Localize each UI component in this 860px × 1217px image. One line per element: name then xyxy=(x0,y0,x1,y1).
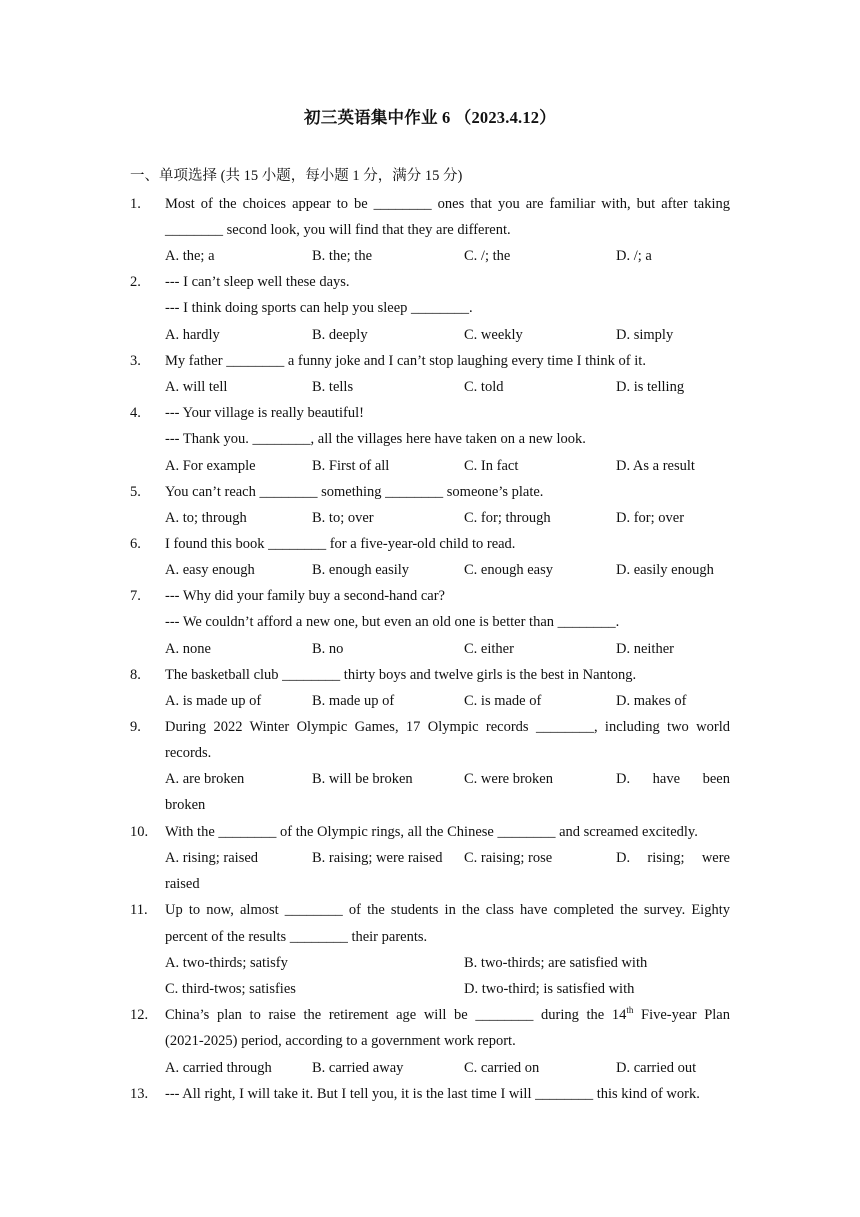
question-number: 11. xyxy=(130,902,148,918)
option-b: B. no xyxy=(312,641,344,657)
option-c: C. either xyxy=(464,641,514,657)
option-c: C. enough easy xyxy=(464,562,553,578)
question-text-line xyxy=(0,927,860,953)
question-text: --- I can’t sleep well these days. xyxy=(165,274,350,290)
question-text: percent of the results ________ their parents. xyxy=(165,929,428,945)
section-heading: 一、单项选择 (共 15 小题，每小题 1 分，满分 15 分) xyxy=(130,168,463,184)
question-number: 3. xyxy=(130,353,141,369)
question-text-line xyxy=(0,429,860,455)
options-row xyxy=(0,377,860,403)
question-number: 6. xyxy=(130,536,141,552)
option-b: B. two-thirds; are satisfied with xyxy=(464,955,648,971)
question-text: Most of the choices appear to be ________ ones that you are familiar with, but after taking xyxy=(165,196,730,212)
question-text-line xyxy=(0,743,860,769)
question-text-part: Five-year Plan xyxy=(633,1007,730,1023)
option-c: C. third-twos; satisfies xyxy=(165,981,296,997)
option-d: D. for; over xyxy=(616,510,685,526)
options-row xyxy=(0,456,860,482)
option-a: A. are broken xyxy=(165,771,245,787)
page-title: 初三英语集中作业 6 （2023.4.12） xyxy=(304,108,556,127)
option-a: A. rising; raised xyxy=(165,850,259,866)
option-b: B. to; over xyxy=(312,510,374,526)
option-c: C. weekly xyxy=(464,327,523,343)
question-3 xyxy=(0,351,860,377)
question-2 xyxy=(0,272,860,298)
question-12 xyxy=(0,1005,860,1031)
option-c: C. were broken xyxy=(464,771,553,787)
option-d: D. two-third; is satisfied with xyxy=(464,981,635,997)
question-4 xyxy=(0,403,860,429)
question-5 xyxy=(0,482,860,508)
option-c: C. for; through xyxy=(464,510,551,526)
question-text-line xyxy=(0,298,860,324)
question-text: Up to now, almost ________ of the students in the class have completed the survey. Eighty xyxy=(165,902,730,918)
option-a: A. hardly xyxy=(165,327,220,343)
question-10 xyxy=(0,822,860,848)
question-number: 10. xyxy=(130,824,149,840)
question-text-line xyxy=(0,612,860,638)
option-a: A. easy enough xyxy=(165,562,255,578)
option-d: D. rising; were xyxy=(616,850,730,866)
question-9 xyxy=(0,717,860,743)
option-d: D. makes of xyxy=(616,693,687,709)
option-d: D. As a result xyxy=(616,458,695,474)
question-text: I found this book ________ for a five-year-old child to read. xyxy=(165,536,516,552)
question-text-part: China’s plan to raise the retirement age will be ________ during the 14 xyxy=(165,1007,627,1023)
question-text: --- I think doing sports can help you sleep ________. xyxy=(165,300,473,316)
question-number: 12. xyxy=(130,1007,149,1023)
option-d-continued: raised xyxy=(165,876,200,892)
option-a: A. carried through xyxy=(165,1060,272,1076)
option-b: B. made up of xyxy=(312,693,395,709)
question-text-line xyxy=(0,220,860,246)
option-c: C. In fact xyxy=(464,458,519,474)
option-a: A. is made up of xyxy=(165,693,262,709)
options-row xyxy=(0,979,860,1005)
question-number: 1. xyxy=(130,196,141,212)
question-text: ________ second look, you will find that they are different. xyxy=(165,222,511,238)
question-13 xyxy=(0,1084,860,1110)
option-d: D. is telling xyxy=(616,379,685,395)
question-text-line xyxy=(0,1031,860,1057)
options-row xyxy=(0,1058,860,1084)
option-c: C. is made of xyxy=(464,693,542,709)
option-d: D. neither xyxy=(616,641,674,657)
question-number: 13. xyxy=(130,1086,149,1102)
question-text: --- Your village is really beautiful! xyxy=(165,405,364,421)
option-b: B. deeply xyxy=(312,327,368,343)
question-text: --- We couldn’t afford a new one, but even an old one is better than ________. xyxy=(165,614,620,630)
question-text: With the ________ of the Olympic rings, all the Chinese ________ and screamed excitedly. xyxy=(165,824,698,840)
option-d: D. simply xyxy=(616,327,674,343)
question-text: During 2022 Winter Olympic Games, 17 Olympic records ________, including two world xyxy=(165,719,730,735)
question-text: --- Why did your family buy a second-hand car? xyxy=(165,588,445,604)
question-number: 2. xyxy=(130,274,141,290)
option-b: B. the; the xyxy=(312,248,373,264)
option-d: D. have been xyxy=(616,771,730,787)
question-7 xyxy=(0,586,860,612)
option-c: C. told xyxy=(464,379,504,395)
option-c: C. raising; rose xyxy=(464,850,553,866)
question-text: records. xyxy=(165,745,212,761)
question-1 xyxy=(0,194,860,220)
option-a: A. For example xyxy=(165,458,256,474)
question-text: You can’t reach ________ something ________ someone’s plate. xyxy=(165,484,544,500)
option-d-continued: broken xyxy=(165,797,206,813)
question-number: 7. xyxy=(130,588,141,604)
option-d: D. /; a xyxy=(616,248,652,264)
option-a: A. the; a xyxy=(165,248,215,264)
question-text: The basketball club ________ thirty boys and twelve girls is the best in Nantong. xyxy=(165,667,637,683)
option-b: B. will be broken xyxy=(312,771,413,787)
option-b: B. carried away xyxy=(312,1060,404,1076)
question-text: --- All right, I will take it. But I tell you, it is the last time I will ________ this kind of work. xyxy=(165,1086,700,1102)
question-text: --- Thank you. ________, all the villages here have taken on a new look. xyxy=(165,431,586,447)
options-row xyxy=(0,848,860,874)
question-number: 9. xyxy=(130,719,141,735)
options-row xyxy=(0,508,860,534)
options-row xyxy=(0,246,860,272)
option-b: B. tells xyxy=(312,379,354,395)
options-row xyxy=(0,560,860,586)
option-b: B. enough easily xyxy=(312,562,410,578)
question-8 xyxy=(0,665,860,691)
option-a: A. two-thirds; satisfy xyxy=(165,955,288,971)
question-text: My father ________ a funny joke and I can’t stop laughing every time I think of it. xyxy=(165,353,646,369)
option-b: B. First of all xyxy=(312,458,390,474)
question-6 xyxy=(0,534,860,560)
question-number: 5. xyxy=(130,484,141,500)
options-row xyxy=(0,691,860,717)
option-d: D. easily enough xyxy=(616,562,714,578)
option-c: C. carried on xyxy=(464,1060,540,1076)
options-row xyxy=(0,769,860,795)
question-number: 4. xyxy=(130,405,141,421)
ordinal-superscript: th xyxy=(626,1005,634,1016)
options-row xyxy=(0,953,860,979)
question-text xyxy=(165,1005,730,1025)
option-d: D. carried out xyxy=(616,1060,697,1076)
options-row xyxy=(0,639,860,665)
question-text: (2021-2025) period, according to a government work report. xyxy=(165,1033,516,1049)
question-11 xyxy=(0,900,860,926)
option-c: C. /; the xyxy=(464,248,511,264)
options-row-continued xyxy=(0,795,860,821)
option-a: A. will tell xyxy=(165,379,228,395)
options-row-continued xyxy=(0,874,860,900)
option-a: A. none xyxy=(165,641,211,657)
question-number: 8. xyxy=(130,667,141,683)
options-row xyxy=(0,325,860,351)
option-b: B. raising; were raised xyxy=(312,850,443,866)
option-a: A. to; through xyxy=(165,510,247,526)
